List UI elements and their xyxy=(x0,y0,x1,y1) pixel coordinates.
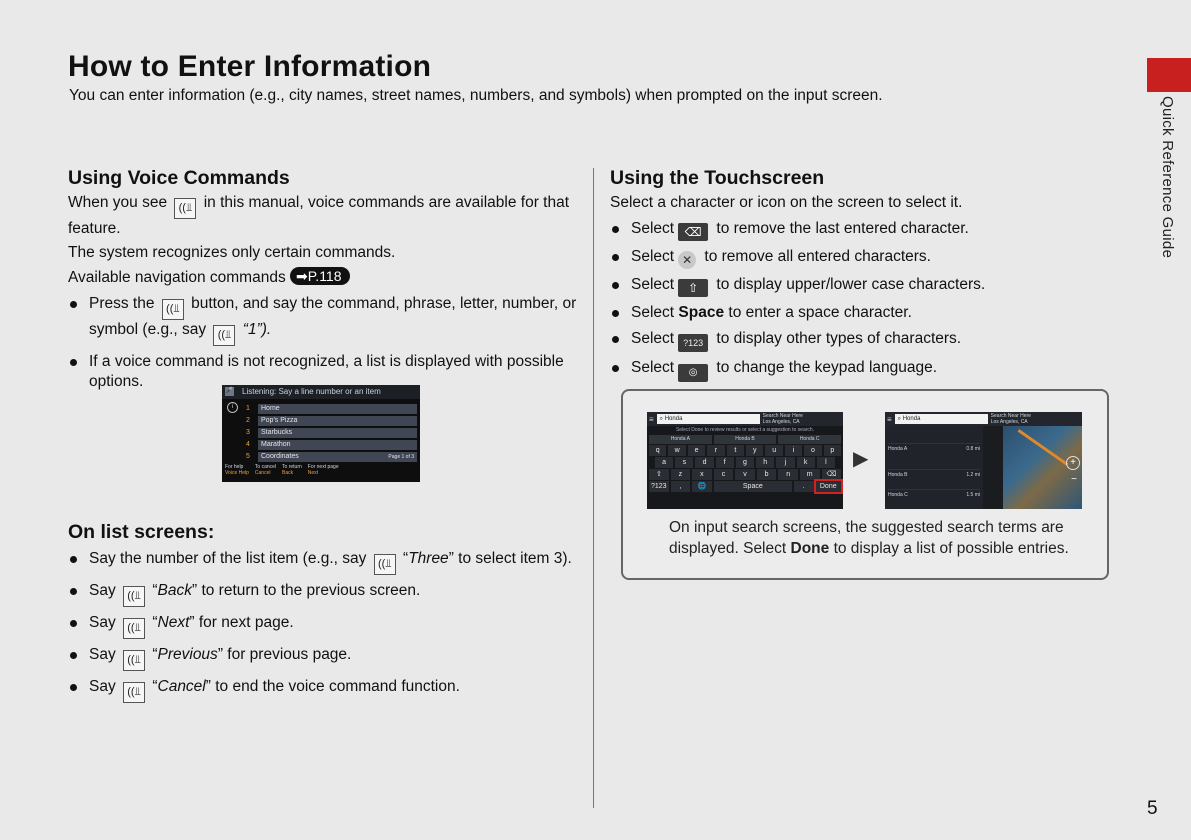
done-key[interactable]: Done xyxy=(816,481,841,492)
period-key[interactable]: . xyxy=(794,481,814,492)
key[interactable]: t xyxy=(727,445,744,456)
results-top-bar xyxy=(885,412,1082,426)
listening-header xyxy=(222,385,420,399)
result-distance: 1.2 mi xyxy=(966,472,980,478)
search-input[interactable] xyxy=(657,414,760,424)
touch-bullet-symbols xyxy=(610,329,1130,352)
zoom-in-icon[interactable]: + xyxy=(1066,456,1080,470)
voice-p3-text: Available navigation commands xyxy=(68,269,286,286)
footer-command: Cancel xyxy=(254,470,271,476)
touch-item-text: to enter a space character. xyxy=(728,304,912,321)
bullet-dot xyxy=(70,620,77,627)
column-divider xyxy=(593,168,594,808)
touch-section xyxy=(610,167,1130,382)
list-bullet-4: Say ((⫫ “Previous” for previous page. xyxy=(68,645,578,671)
bullet-dot xyxy=(612,336,619,343)
command-word: Cancel xyxy=(157,678,206,695)
search-near[interactable] xyxy=(991,413,1031,425)
command-description: for previous page. xyxy=(227,646,352,663)
clear-all-icon: ✕ xyxy=(678,251,696,269)
voice-intro-end: in this manual, voice commands are available for that feature. xyxy=(68,194,570,237)
list-number: 2 xyxy=(246,417,250,424)
keyboard-row-1 xyxy=(649,445,841,456)
bullet-dot xyxy=(612,310,619,317)
voice-p3 xyxy=(68,267,578,288)
list-item[interactable]: Home xyxy=(258,404,417,414)
caption-text-end: to display a list of possible entries. xyxy=(833,540,1069,557)
footer-hint: To cancel xyxy=(254,464,277,470)
key[interactable]: z xyxy=(671,469,691,480)
footer-hint: To return xyxy=(282,464,302,470)
key[interactable]: e xyxy=(688,445,705,456)
result-name: Honda C xyxy=(888,492,908,498)
touch-intro: Select a character or icon on the screen to select it. xyxy=(610,194,963,211)
listening-footer xyxy=(222,462,420,476)
example-caption xyxy=(669,517,1089,559)
say-word: Say xyxy=(89,582,116,599)
key[interactable]: j xyxy=(776,457,794,468)
key[interactable]: n xyxy=(778,469,798,480)
list-item[interactable]: Starbucks xyxy=(258,428,417,438)
footer-command: Back xyxy=(282,470,294,476)
voice-p2: The system recognizes only certain commands. xyxy=(68,244,396,261)
search-city-label: Los Angeles, CA xyxy=(990,419,1028,425)
bullet-dot xyxy=(612,365,619,372)
list-b1-end: to select item 3). xyxy=(458,550,572,567)
result-distance: 1.5 mi xyxy=(966,492,980,498)
touch-heading: Using the Touchscreen xyxy=(610,167,825,189)
key[interactable]: b xyxy=(757,469,777,480)
list-number: 5 xyxy=(246,453,250,460)
footer-hint: For next page xyxy=(307,464,339,470)
key[interactable]: y xyxy=(746,445,763,456)
menu-icon[interactable]: ≡ xyxy=(649,414,654,424)
key[interactable]: c xyxy=(714,469,734,480)
result-item[interactable] xyxy=(888,489,980,499)
listening-numbers xyxy=(246,403,250,463)
footer-cancel[interactable] xyxy=(255,464,276,476)
touch-bullet-shift xyxy=(610,275,1130,297)
list-number: 3 xyxy=(246,429,250,436)
globe-icon: ◎ xyxy=(678,364,708,382)
list-screens-section xyxy=(68,521,578,703)
touch-bullet-language xyxy=(610,358,1130,382)
zoom-out-icon[interactable]: − xyxy=(1071,474,1077,485)
command-word: Next xyxy=(157,614,190,631)
voice-command-icon: ((⫫ xyxy=(162,299,184,320)
list-screens-heading: On list screens: xyxy=(68,521,215,543)
shift-key[interactable]: ⇧ xyxy=(649,469,669,480)
shift-icon: ⇧ xyxy=(678,279,708,297)
voice-b1-mid: button, and say the command, phrase, letter, number, or symbol (e.g., say xyxy=(89,295,577,338)
footer-command: Voice Help xyxy=(225,470,249,476)
key[interactable]: o xyxy=(804,445,821,456)
caption-bold: Done xyxy=(790,540,830,557)
voice-heading: Using Voice Commands xyxy=(68,167,290,189)
bullet-dot xyxy=(70,359,77,366)
command-description: for next page. xyxy=(198,614,294,631)
voice-command-icon: ((⫫ xyxy=(123,586,145,607)
caption-text: On input search screens, the suggested search terms are displayed. Select xyxy=(669,519,1064,557)
microphone-icon: 🎤 xyxy=(225,388,234,394)
touch-bullet-backspace xyxy=(610,219,1130,241)
listening-header-text: Listening: Say a line number or an item xyxy=(242,387,381,396)
keyboard-row-4 xyxy=(649,481,841,492)
bullet-dot xyxy=(70,652,77,659)
space-key[interactable]: Space xyxy=(714,481,792,492)
command-word: Back xyxy=(157,582,192,599)
list-bullet-3: Say ((⫫ “Next” for next page. xyxy=(68,613,578,639)
key[interactable]: s xyxy=(675,457,693,468)
section-tab[interactable] xyxy=(1147,58,1191,92)
listening-screen xyxy=(222,385,420,482)
search-input-text: Honda xyxy=(664,416,683,422)
search-near[interactable] xyxy=(763,413,803,425)
touch-item-text: to change the keypad language. xyxy=(716,359,938,376)
voice-command-icon: ((⫫ xyxy=(174,198,196,219)
list-number: 1 xyxy=(246,405,250,412)
key[interactable]: w xyxy=(668,445,685,456)
voice-b2-text: If a voice command is not recognized, a list is displayed with possible options. xyxy=(89,353,564,390)
list-item[interactable] xyxy=(258,452,417,462)
voice-command-icon: ((⫫ xyxy=(123,682,145,703)
voice-command-icon: ((⫫ xyxy=(374,554,396,575)
touch-item-text: to remove all entered characters. xyxy=(704,248,931,265)
result-distance: 0.8 mi xyxy=(966,446,980,452)
key[interactable]: h xyxy=(756,457,774,468)
voice-intro xyxy=(68,193,578,239)
key[interactable]: f xyxy=(716,457,734,468)
bullet-dot xyxy=(612,282,619,289)
touch-bullet-clear xyxy=(610,247,1130,269)
info-icon: i xyxy=(227,402,238,413)
list-item-label: Coordinates xyxy=(261,453,299,460)
search-near-label: Search Near Here xyxy=(990,413,1031,419)
keyboard-screen xyxy=(647,412,843,509)
menu-icon[interactable]: ≡ xyxy=(887,414,892,424)
globe-key[interactable]: 🌐 xyxy=(692,481,712,492)
list-item[interactable]: Marathon xyxy=(258,440,417,450)
bullet-dot xyxy=(612,226,619,233)
symbols-icon: ?123 xyxy=(678,334,708,352)
command-description: to end the voice command function. xyxy=(215,678,460,695)
list-number: 4 xyxy=(246,441,250,448)
voice-bullet-1 xyxy=(68,294,578,346)
page-indicator: Page 1 of 3 xyxy=(388,454,414,460)
bullet-dot xyxy=(70,588,77,595)
list-bullet-5: Say ((⫫ “Cancel” to end the voice command function. xyxy=(68,677,578,703)
list-b1-quote: Three xyxy=(408,550,449,567)
bullet-dot xyxy=(70,556,77,563)
key[interactable]: a xyxy=(655,457,673,468)
key[interactable]: u xyxy=(765,445,782,456)
result-name: Honda A xyxy=(888,446,908,452)
result-item[interactable] xyxy=(888,469,980,479)
touch-item-text: to display upper/lower case characters. xyxy=(716,276,986,293)
comma-key[interactable]: , xyxy=(671,481,691,492)
say-word: Say xyxy=(89,614,116,631)
key[interactable]: r xyxy=(707,445,724,456)
results-screen xyxy=(885,412,1082,509)
voice-command-icon: ((⫫ xyxy=(123,618,145,639)
map-view[interactable] xyxy=(1003,426,1082,509)
result-name: Honda B xyxy=(888,472,908,478)
key[interactable]: d xyxy=(695,457,713,468)
voice-intro-start: When you see xyxy=(68,194,168,211)
list-b1-start: Say the number of the list item (e.g., say xyxy=(89,550,367,567)
voice-b1-start: Press the xyxy=(89,295,155,312)
select-word: Select xyxy=(631,248,675,265)
key[interactable]: l xyxy=(817,457,835,468)
search-near-label: Search Near Here xyxy=(762,413,803,419)
search-icon: ⌕ xyxy=(897,416,902,422)
side-label: Quick Reference Guide xyxy=(1159,96,1176,259)
bullet-dot xyxy=(70,684,77,691)
touch-bullet-space xyxy=(610,303,1130,323)
keyboard-row-3 xyxy=(649,469,841,480)
list-item[interactable]: Pop's Pizza xyxy=(258,416,417,426)
footer-back[interactable] xyxy=(282,464,302,476)
results-list xyxy=(885,426,983,509)
bullet-dot xyxy=(70,301,77,308)
bullet-dot xyxy=(612,254,619,261)
command-description: to return to the previous screen. xyxy=(201,582,421,599)
suggestion-item[interactable]: Honda C xyxy=(778,435,841,444)
search-icon: ⌕ xyxy=(659,416,664,422)
say-word: Say xyxy=(89,646,116,663)
say-word: Say xyxy=(89,678,116,695)
select-word: Select xyxy=(631,220,675,237)
footer-command: Next xyxy=(307,470,319,476)
list-bullet-2: Say ((⫫ “Back” to return to the previous screen. xyxy=(68,581,578,607)
symbols-key[interactable]: ?123 xyxy=(650,483,667,490)
select-word: Select xyxy=(631,359,675,376)
keyboard-hint: Select Done to review results or select a suggestion to search. xyxy=(675,427,815,433)
keyboard-top-bar xyxy=(647,412,843,426)
voice-command-icon: ((⫫ xyxy=(213,325,235,346)
page-reference-link[interactable]: ➡P.118 xyxy=(290,267,349,285)
example-box xyxy=(621,389,1109,580)
search-input-text: Honda xyxy=(902,416,921,422)
key[interactable]: i xyxy=(785,445,802,456)
suggestion-item[interactable]: Honda B xyxy=(714,435,777,444)
result-item[interactable] xyxy=(888,443,980,453)
key[interactable]: p xyxy=(824,445,841,456)
route-line xyxy=(1018,429,1069,466)
select-word: Select xyxy=(631,276,675,293)
suggestion-row xyxy=(649,435,841,444)
space-word: Space xyxy=(678,304,725,321)
command-word: Previous xyxy=(157,646,218,663)
touch-item-text: to remove the last entered character. xyxy=(716,220,969,237)
select-word: Select xyxy=(631,304,675,321)
key[interactable]: k xyxy=(797,457,815,468)
arrow-icon: ▶ xyxy=(853,448,869,470)
page-number: 5 xyxy=(1147,798,1158,819)
page-title: How to Enter Information xyxy=(68,50,432,83)
keyboard-row-2 xyxy=(655,457,835,468)
key[interactable]: m xyxy=(800,469,820,480)
suggestion-item[interactable]: Honda A xyxy=(649,435,712,444)
backspace-key[interactable]: ⌫ xyxy=(822,469,842,480)
select-word: Select xyxy=(631,330,675,347)
voice-b1-quote: “1”). xyxy=(242,321,272,338)
key[interactable]: g xyxy=(736,457,754,468)
backspace-icon: ⌫ xyxy=(678,223,708,241)
key[interactable]: v xyxy=(735,469,755,480)
touch-item-text: to display other types of characters. xyxy=(716,330,962,347)
key[interactable]: q xyxy=(649,445,666,456)
search-city-label: Los Angeles, CA xyxy=(762,419,800,425)
footer-next[interactable] xyxy=(308,464,339,476)
voice-command-icon: ((⫫ xyxy=(123,650,145,671)
footer-hint: For help xyxy=(225,464,244,470)
page-reference-label: P.118 xyxy=(307,268,342,284)
page-subtitle: You can enter information (e.g., city names, street names, numbers, and symbols) when prompted on the input screen. xyxy=(69,87,883,104)
voice-section xyxy=(68,167,578,392)
key[interactable]: x xyxy=(692,469,712,480)
search-input[interactable] xyxy=(895,414,988,424)
footer-help[interactable] xyxy=(225,464,249,476)
list-bullet-1: Say the number of the list item (e.g., say ((⫫ “Three” to select item 3). xyxy=(68,549,578,575)
